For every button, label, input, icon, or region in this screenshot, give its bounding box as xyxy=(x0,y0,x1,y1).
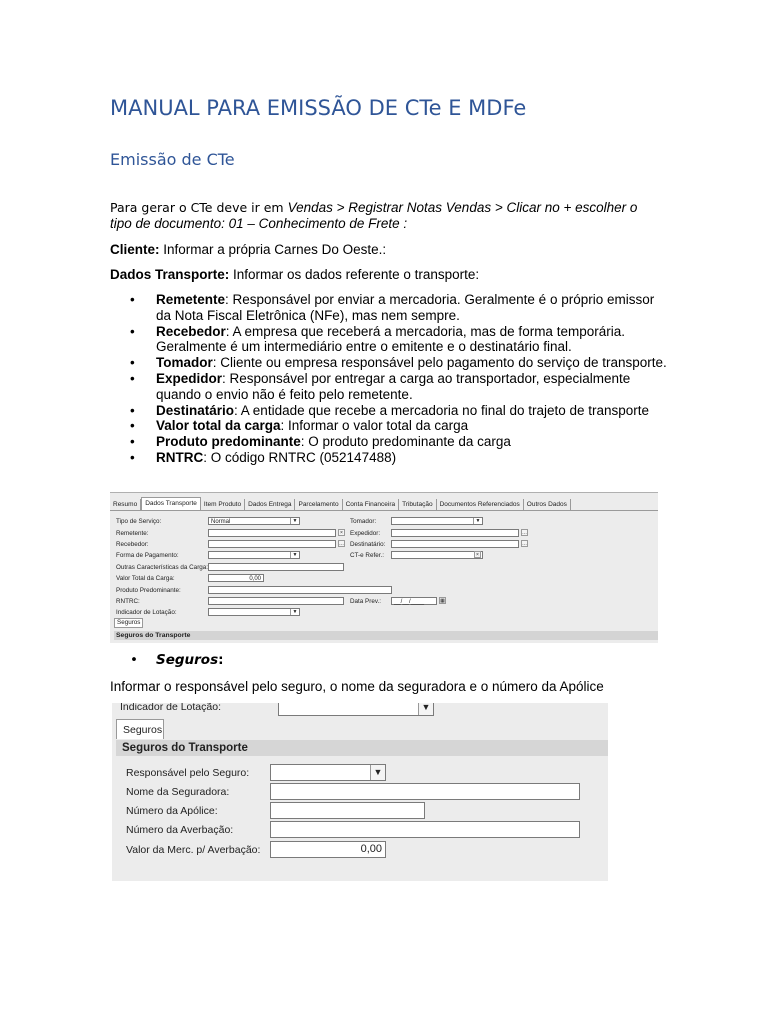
tab-documentos-referenciados[interactable]: Documentos Referenciados xyxy=(437,499,524,510)
indicador-lotacao-label: Indicador de Lotação: xyxy=(116,609,177,616)
averbacao-field[interactable] xyxy=(270,821,580,838)
seguradora-label: Nome da Seguradora: xyxy=(126,786,230,798)
cte-refer-field[interactable] xyxy=(391,551,483,559)
valor-merc-field[interactable] xyxy=(270,841,386,858)
averbacao-label: Número da Averbação: xyxy=(126,824,234,836)
tab-item-produto[interactable]: Item Produto xyxy=(201,499,245,510)
list-item xyxy=(110,450,670,466)
bullet-text: : O código RNTRC (052147488) xyxy=(203,449,397,465)
outras-caracteristicas-field[interactable] xyxy=(208,563,344,571)
data-prev-label: Data Prev.: xyxy=(350,598,382,605)
intro-path: Vendas > Registrar Notas Vendas > Clicar no + escolher o tipo de documento: 01 – Conhecimento de Frete : xyxy=(110,200,638,231)
chevron-down-icon: ▼ xyxy=(370,765,385,780)
bullet-term: Expedidor xyxy=(156,370,223,386)
calendar-icon[interactable]: ▦ xyxy=(440,598,445,604)
transport-form-screenshot xyxy=(110,492,658,643)
produto-predominante-label: Produto Predominante: xyxy=(116,587,181,594)
data-prev-value: __/__/____ xyxy=(394,599,425,605)
bullet-text: : A empresa que receberá a mercadoria, mas de forma temporária. Geralmente é um intermediário entre o emitente e o destinatário final. xyxy=(156,323,625,355)
bullet-term: Produto predominante xyxy=(156,434,301,450)
tab-seguros[interactable]: Seguros xyxy=(116,719,164,739)
tipo-servico-value: Normal xyxy=(211,519,231,525)
chevron-down-icon: ▼ xyxy=(290,609,299,615)
forma-pagamento-select[interactable] xyxy=(208,551,300,559)
tipo-servico-select[interactable] xyxy=(208,517,300,525)
recebedor-field[interactable] xyxy=(208,540,336,548)
cliente-paragraph xyxy=(110,242,650,258)
remetente-label: Remetente: xyxy=(116,530,149,537)
lookup-icon[interactable]: … xyxy=(522,541,527,547)
form-tabs xyxy=(110,499,658,511)
expedidor-field[interactable] xyxy=(391,529,519,537)
indicador-lotacao-select[interactable] xyxy=(278,703,434,716)
tab-seguros[interactable]: Seguros xyxy=(114,618,143,628)
cliente-label: Cliente: xyxy=(110,242,160,257)
tomador-select[interactable] xyxy=(391,517,483,525)
destinatario-label: Destinatário: xyxy=(350,541,386,548)
expedidor-label: Expedidor: xyxy=(350,530,381,537)
bullet-term: Destinatário xyxy=(156,402,235,418)
seguros-section-header: Seguros do Transporte xyxy=(116,740,608,756)
seguros-section-header: Seguros do Transporte xyxy=(114,631,658,640)
cliente-text: Informar a própria Carnes Do Oeste.: xyxy=(159,242,387,257)
lookup-icon[interactable]: … xyxy=(522,530,527,536)
bullet-text: : Responsável por enviar a mercadoria. Geralmente é o próprio emissor da Nota Fiscal Eletrônica (NFe), mas nem sempre. xyxy=(156,292,655,323)
destinatario-field[interactable] xyxy=(391,540,519,548)
seguros-paragraph: Informar o responsável pelo seguro, o nome da seguradora e o número da Apólice xyxy=(110,679,604,694)
valor-total-field[interactable] xyxy=(208,574,264,582)
valor-merc-value: 0,00 xyxy=(360,843,382,855)
definitions-list xyxy=(110,292,670,466)
bullet-text: : A entidade que recebe a mercadoria no final do trajeto de transporte xyxy=(234,402,650,418)
chevron-down-icon: ▼ xyxy=(473,518,482,524)
bullet-term: Tomador xyxy=(156,355,213,371)
tab-outros-dados[interactable]: Outros Dados xyxy=(524,499,571,510)
tab-dados-entrega[interactable]: Dados Entrega xyxy=(245,499,295,510)
list-item xyxy=(110,292,670,324)
bullet-text: : Responsável por entregar a carga ao transportador, especialmente quando o envio não é feito pelo remetente. xyxy=(156,370,631,402)
tab-dados-transporte[interactable]: Dados Transporte xyxy=(141,497,201,510)
tab-tributacao[interactable]: Tributação xyxy=(399,499,436,510)
list-item xyxy=(110,324,670,356)
forma-pagamento-label: Forma de Pagamento: xyxy=(116,552,179,559)
chevron-down-icon: ▼ xyxy=(418,703,433,715)
list-item xyxy=(110,403,670,419)
valor-total-label: Valor Total da Carga: xyxy=(116,575,175,582)
tab-resumo[interactable]: Resumo xyxy=(110,499,141,510)
valor-merc-label: Valor da Merc. p/ Averbação: xyxy=(126,844,261,856)
tab-parcelamento[interactable]: Parcelamento xyxy=(295,499,342,510)
bullet-text: : O produto predominante da carga xyxy=(300,434,511,450)
bullet-term: Recebedor xyxy=(156,323,226,339)
list-item xyxy=(110,434,670,450)
apolice-label: Número da Apólice: xyxy=(126,805,218,817)
lookup-icon[interactable]: … xyxy=(339,541,344,547)
list-item xyxy=(110,371,670,403)
bullet-term: RNTRC xyxy=(156,449,204,465)
indicador-lotacao-select[interactable] xyxy=(208,608,300,616)
tab-conta-financeira[interactable]: Conta Financeira xyxy=(343,499,400,510)
chevron-down-icon: ▼ xyxy=(290,552,299,558)
indicador-lotacao-label: Indicador de Lotação: xyxy=(120,703,221,713)
seguros-colon: : xyxy=(218,652,224,668)
chevron-down-icon: ▼ xyxy=(290,518,299,524)
clear-icon[interactable]: × xyxy=(338,529,345,536)
clear-icon[interactable]: × xyxy=(474,551,481,558)
bullet-term: Valor total da carga xyxy=(156,418,281,434)
produto-predominante-field[interactable] xyxy=(208,586,392,594)
valor-total-value: 0,00 xyxy=(249,576,261,582)
dados-text: Informar os dados referente o transporte: xyxy=(229,267,480,282)
bullet-icon: • xyxy=(130,652,138,668)
seguros-form-screenshot xyxy=(112,703,608,881)
rntrc-field[interactable] xyxy=(208,597,344,605)
apolice-field[interactable] xyxy=(270,802,425,819)
tomador-label: Tomador: xyxy=(350,518,377,525)
responsavel-select[interactable] xyxy=(270,764,386,781)
seguros-term: Seguros xyxy=(156,652,219,668)
document-title: MANUAL PARA EMISSÃO DE CTe E MDFe xyxy=(110,96,527,120)
rntrc-label: RNTRC: xyxy=(116,598,140,605)
dados-paragraph xyxy=(110,267,650,283)
remetente-field[interactable] xyxy=(208,529,336,537)
list-item xyxy=(110,355,670,371)
intro-prefix: Para gerar o CTe deve ir em xyxy=(110,200,288,215)
intro-paragraph xyxy=(110,200,650,232)
recebedor-label: Recebedor: xyxy=(116,541,149,548)
seguradora-field[interactable] xyxy=(270,783,580,800)
list-item xyxy=(110,418,670,434)
bullet-text: : Informar o valor total da carga xyxy=(280,418,469,434)
tipo-servico-label: Tipo de Serviço: xyxy=(116,518,162,525)
cte-refer-label: CT-e Refer.: xyxy=(350,552,384,559)
data-prev-field[interactable] xyxy=(391,597,437,605)
bullet-term: Remetente xyxy=(156,292,226,307)
outras-caracteristicas-label: Outras Características da Carga: xyxy=(116,564,209,571)
responsavel-label: Responsável pelo Seguro: xyxy=(126,767,250,779)
dados-label: Dados Transporte: xyxy=(110,267,230,282)
bullet-text: : Cliente ou empresa responsável pelo pagamento do serviço de transporte. xyxy=(212,355,667,371)
section-subtitle: Emissão de CTe xyxy=(110,150,235,169)
